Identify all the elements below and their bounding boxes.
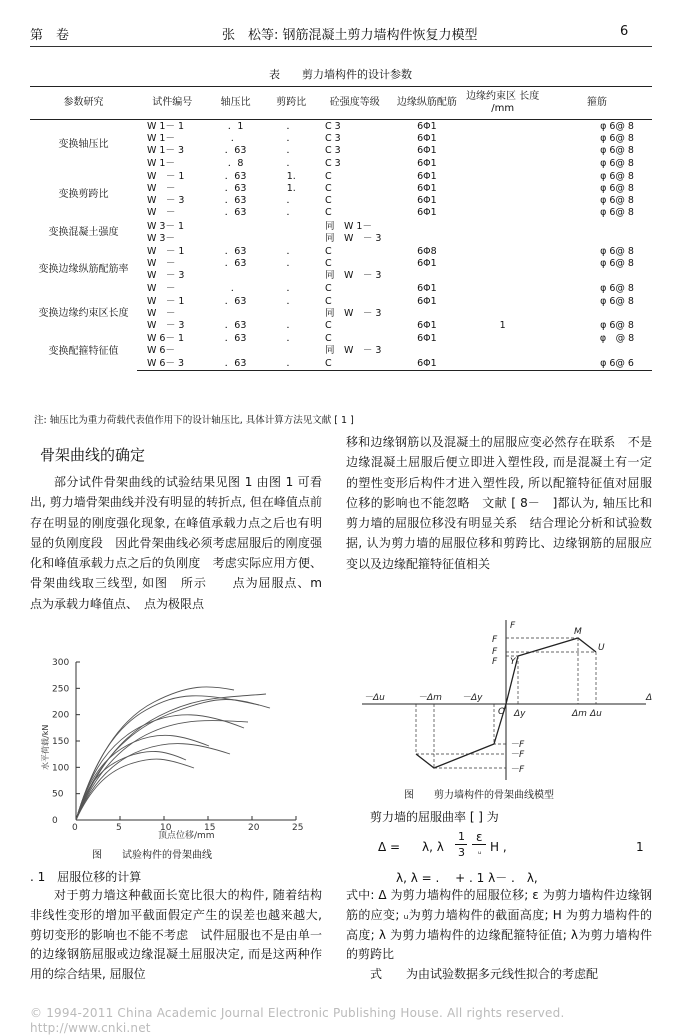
fig1-x-tick-label: 10 bbox=[160, 823, 172, 833]
table-cell: W － 1 bbox=[146, 245, 185, 257]
fig2-label-dy: Δy bbox=[514, 709, 526, 719]
table-cell: φ 6@ 8 bbox=[600, 170, 634, 182]
eq1-eps-sub: ᵤ bbox=[478, 847, 482, 856]
table-row bbox=[30, 120, 652, 134]
table-cell bbox=[390, 345, 463, 357]
eq1-epsilon: ε bbox=[476, 830, 483, 844]
table-cell bbox=[542, 270, 652, 282]
left-paragraph bbox=[30, 472, 335, 614]
fig2-negative-branch bbox=[416, 704, 506, 768]
table-cell: C bbox=[324, 295, 332, 307]
table-cell bbox=[390, 220, 463, 233]
table-cell: W － 1 bbox=[146, 295, 185, 307]
table-cell: 6Φ1 bbox=[417, 207, 437, 219]
table-cell: C 3 bbox=[324, 157, 341, 169]
table-cell: ． bbox=[286, 320, 297, 332]
table-cell: ． bbox=[230, 133, 241, 145]
table-cell bbox=[463, 120, 542, 134]
table-cell bbox=[264, 345, 319, 357]
table-cell: C bbox=[324, 170, 332, 182]
yield-curvature-intro: 剪力墙的屈服曲率 [ ] 为 bbox=[370, 810, 499, 824]
table-cell bbox=[463, 207, 542, 219]
table-cell: C bbox=[324, 320, 332, 332]
table-cell: ． bbox=[230, 282, 241, 294]
table-row bbox=[30, 295, 652, 308]
fig2-label-Fy: F bbox=[492, 657, 498, 667]
table-cell: φ 6@ 8 bbox=[600, 121, 634, 133]
table-cell bbox=[463, 170, 542, 183]
table-row bbox=[30, 332, 652, 345]
table-cell: φ 6@ 8 bbox=[600, 157, 634, 169]
eq1-frac-bar bbox=[455, 844, 467, 845]
fig2-label-M: M bbox=[574, 627, 582, 637]
table-cell: ． bbox=[286, 282, 297, 294]
fig1-y-tick-label: 200 bbox=[52, 710, 70, 721]
table-cell: ． bbox=[264, 358, 319, 371]
fig1-curve-1 bbox=[76, 687, 234, 820]
symbol-definitions-text: 式中: Δ 为剪力墙构件的屈服位移; ε 为剪力墙构件边缘钢筋的应变; ᵤ为剪力墙构件的截面高度; H 为剪力墙构件的高度; λ 为剪力墙构件的边缘配箍特征值; λ为剪力墙构件的剪跨比 bbox=[346, 888, 652, 962]
table-cell: ． bbox=[286, 133, 297, 145]
symbol-definitions bbox=[346, 886, 652, 985]
table-cell: W 3－ 1 bbox=[146, 220, 185, 232]
table-cell: 6Φ1 bbox=[417, 195, 437, 207]
table-cell bbox=[264, 308, 319, 320]
fig2-positive-branch bbox=[506, 638, 596, 704]
fig1-x-label: 顶点位移/mm bbox=[158, 831, 215, 841]
table-cell: W － bbox=[146, 258, 176, 270]
header-rule bbox=[30, 46, 652, 47]
table-cell: C bbox=[324, 207, 332, 219]
table-cell: 6Φ8 bbox=[417, 245, 437, 257]
group-label: 变换边缘约束区长度 bbox=[38, 307, 129, 319]
table-cell: φ 6@ 8 bbox=[600, 295, 634, 307]
table-cell bbox=[264, 220, 319, 233]
fig2-label-Y: Y bbox=[510, 657, 516, 667]
table-cell bbox=[463, 195, 542, 207]
table-cell: ．63 bbox=[224, 258, 247, 270]
table-cell bbox=[208, 233, 264, 245]
table-cell: C bbox=[324, 282, 332, 294]
table-cell: 6Φ1 bbox=[417, 258, 437, 270]
table-cell: ． bbox=[286, 245, 297, 257]
fig1-y-tick-label: 300 bbox=[52, 658, 70, 668]
table-cell bbox=[542, 308, 652, 320]
table-cell: φ 6@ 8 bbox=[600, 258, 634, 270]
right-paragraph-text: 移和边缘钢筋以及混凝土的屈服应变必然存在联系 不是边缘混凝土屈服后便立即进入塑性段, 而是混凝土有一定的塑性变形后构件才进入塑性段, 所以配箍特征值对屈服位移的影响也不能忽略 文献 [ 8－ ]都认为, 轴压比和剪力墙的屈服位移没有明显关系 结合理论分析和试验数据, 认为剪力墙的屈服位移和剪跨比、边缘钢筋的屈服应变以及边缘配箍特征值相关 bbox=[346, 435, 652, 571]
copyright-watermark: © 1994-2011 China Academic Journal Electronic Publishing House. All rights reserved. http://www.cnki.net bbox=[30, 1006, 589, 1035]
fig1-x-tick-label: 15 bbox=[204, 823, 216, 833]
fig1-x-tick-label: 0 bbox=[72, 823, 78, 833]
table-title: 表 剪力墙构件的设计参数 bbox=[269, 68, 412, 81]
table-cell: 同 W － 3 bbox=[324, 232, 382, 244]
table-cell: W － 3 bbox=[146, 195, 185, 207]
eq1-lhs: Δ = bbox=[378, 840, 401, 854]
table-cell: 6Φ1 bbox=[417, 157, 437, 169]
fig2-label-neg-Fy: －F bbox=[510, 740, 525, 750]
th-shear-span: 剪跨比 bbox=[264, 87, 319, 120]
table-cell: 6Φ1 bbox=[390, 358, 463, 371]
table-cell: ．1 bbox=[227, 121, 244, 133]
fig1-x-tick-label: 20 bbox=[248, 823, 260, 833]
th-axial: 轴压比 bbox=[208, 87, 264, 120]
table-cell: ．63 bbox=[224, 320, 247, 332]
figure-2-trilinear-model bbox=[350, 616, 656, 784]
table-cell bbox=[463, 282, 542, 294]
table-cell: W － bbox=[146, 207, 176, 219]
table-cell bbox=[542, 233, 652, 245]
table-cell bbox=[463, 220, 542, 233]
table-row bbox=[30, 245, 652, 258]
table-cell bbox=[463, 295, 542, 308]
table-cell: W － 1 bbox=[146, 170, 185, 182]
subsection-title: . 1 屈服位移的计算 bbox=[30, 870, 142, 884]
fig2-label-du: Δu bbox=[590, 709, 602, 719]
group-label: 变换配箍特征值 bbox=[48, 345, 119, 357]
table-cell: φ 6@ 8 bbox=[600, 245, 634, 257]
equation-1 bbox=[378, 830, 648, 866]
table-note: 注: 轴压比为重力荷载代表值作用下的设计轴压比, 具体计算方法见文献 [ 1 ] bbox=[34, 415, 354, 426]
left-paragraph-text: 部分试件骨架曲线的试验结果见图 1 由图 1 可看出, 剪力墙骨架曲线并没有明显的转折点, 但在峰值点前存在明显的刚度强化现象, 在峰值承载力点之后也有明显的负刚度段 因此骨架曲线必须考虑屈服后的刚度强化和峰值承载力点之后的负刚度 考虑实际应用方便、骨架曲线取三线型, 如图 所示 点为屈服点、m 点为承载力峰值点、 点为极限点 bbox=[30, 475, 335, 611]
design-parameter-table bbox=[30, 86, 652, 371]
journal-volume: 第 卷 bbox=[30, 28, 70, 43]
table-cell: C bbox=[324, 258, 332, 270]
table-cell: 同 W 1－ bbox=[324, 220, 372, 232]
fig1-curve-9 bbox=[76, 700, 270, 821]
table-cell bbox=[463, 270, 542, 282]
table-cell: ． bbox=[286, 207, 297, 219]
table-cell: φ 6@ 8 bbox=[600, 320, 634, 332]
group-label: 变换边缘纵筋配筋率 bbox=[38, 264, 129, 276]
table-header-row bbox=[30, 87, 652, 120]
table-cell: W － bbox=[146, 282, 176, 294]
table-cell bbox=[208, 308, 264, 320]
table-cell bbox=[208, 220, 264, 233]
eq1-frac-den: 3 bbox=[458, 846, 465, 859]
table-cell: ．63 bbox=[208, 358, 264, 371]
page-number: 6 bbox=[620, 24, 629, 39]
fig1-y-tick-label: 150 bbox=[52, 737, 70, 747]
right-paragraph bbox=[346, 432, 652, 574]
table-cell: φ @ 8 bbox=[599, 333, 635, 345]
fig2-label-dm: Δm bbox=[572, 709, 587, 719]
fig1-y-tick-label: 250 bbox=[52, 684, 70, 695]
last-line-text: 式 为由试验数据多元线性拟合的考虑配 bbox=[370, 967, 599, 982]
table-cell bbox=[542, 345, 652, 357]
figure-1-skeleton-curves bbox=[34, 650, 320, 846]
fig1-y-tick-label: 0 bbox=[52, 816, 58, 826]
table-cell: ． bbox=[286, 121, 297, 133]
table-cell: C bbox=[324, 183, 332, 195]
table-cell bbox=[208, 345, 264, 357]
table-cell: W 6－ 1 bbox=[146, 333, 185, 345]
table-cell bbox=[463, 233, 542, 245]
table-cell: ．63 bbox=[224, 207, 247, 219]
table-cell: ． bbox=[286, 157, 297, 169]
table-cell: 6Φ1 bbox=[417, 333, 437, 345]
fig2-label-neg-dy: －Δy bbox=[462, 693, 483, 703]
table-cell bbox=[264, 233, 319, 245]
th-study: 参数研究 bbox=[30, 87, 137, 120]
table-cell bbox=[390, 270, 463, 282]
fig1-curve-bundle bbox=[76, 687, 270, 820]
th-concrete: 砼强度等级 bbox=[319, 87, 390, 120]
table-cell: 6Φ1 bbox=[417, 282, 437, 294]
table-cell bbox=[463, 258, 542, 270]
table-cell: ．63 bbox=[224, 295, 247, 307]
table-cell: ．63 bbox=[224, 170, 247, 182]
table-cell: ． bbox=[286, 258, 297, 270]
th-stirrup: 箍筋 bbox=[542, 87, 652, 120]
fig2-label-O: O bbox=[498, 707, 506, 717]
table-cell: W 6－ 3 bbox=[137, 358, 208, 371]
table-cell: ．63 bbox=[224, 333, 247, 345]
table-cell: ．8 bbox=[227, 157, 244, 169]
table-cell bbox=[463, 158, 542, 170]
table-cell: 1. bbox=[286, 170, 296, 182]
fig2-label-neg-Fu: －F bbox=[510, 750, 525, 760]
eq1-frac-num: 1 bbox=[458, 830, 465, 843]
table-cell: C bbox=[324, 195, 332, 207]
table-cell: 6Φ1 bbox=[417, 170, 437, 182]
table-cell bbox=[208, 270, 264, 282]
table-cell: W － 3 bbox=[146, 320, 185, 332]
table-cell: C bbox=[324, 245, 332, 257]
th-long-bar: 边缘纵筋配筋 bbox=[390, 87, 463, 120]
table-cell: W 6－ bbox=[146, 345, 175, 357]
table-cell: C 3 bbox=[324, 121, 341, 133]
fig2-label-neg-Fm: －F bbox=[510, 765, 525, 775]
table-cell: W － bbox=[146, 183, 176, 195]
table-cell bbox=[390, 233, 463, 245]
fig1-y-label: 水平荷载/kN bbox=[41, 724, 50, 770]
section-title: 骨架曲线的确定 bbox=[40, 446, 146, 464]
fig1-x-tick-label: 25 bbox=[292, 823, 304, 833]
eq1-number: 1 bbox=[636, 840, 644, 854]
table-cell: W － 3 bbox=[146, 270, 185, 282]
th-specimen: 试件编号 bbox=[137, 87, 208, 120]
fig1-curve-8 bbox=[76, 751, 186, 820]
table-cell: 同 W － 3 bbox=[324, 270, 382, 282]
fig2-label-neg-du: －Δu bbox=[364, 693, 385, 703]
table-row bbox=[30, 220, 652, 233]
table-cell bbox=[463, 183, 542, 195]
fig2-label-U: U bbox=[598, 643, 605, 653]
table-cell: φ 6@ 8 bbox=[600, 195, 634, 207]
table-cell: ． bbox=[286, 333, 297, 345]
table-cell: 6Φ1 bbox=[417, 121, 437, 133]
figure-1-caption: 图 试验构件的骨架曲线 bbox=[92, 850, 212, 861]
table-cell: W 3－ bbox=[146, 232, 175, 244]
running-header bbox=[0, 24, 681, 46]
table-cell: 6Φ1 bbox=[417, 183, 437, 195]
fig2-label-delta: Δ bbox=[646, 693, 653, 703]
table-cell bbox=[463, 358, 542, 371]
table-cell: 同 W － 3 bbox=[324, 345, 382, 357]
group-label: 变换剪跨比 bbox=[58, 189, 109, 201]
group-label: 变换混凝土强度 bbox=[48, 226, 119, 238]
table-cell bbox=[463, 133, 542, 145]
table-cell: 6Φ1 bbox=[417, 133, 437, 145]
fig2-label-Fm: F bbox=[492, 635, 498, 645]
table-cell: ． bbox=[286, 295, 297, 307]
table-cell: φ 6@ 8 bbox=[600, 145, 634, 157]
fig1-curve-10 bbox=[76, 759, 194, 820]
table-cell: W 1－ bbox=[146, 133, 175, 145]
table-cell: φ 6@ 6 bbox=[542, 358, 652, 371]
fig1-y-tick-label: 50 bbox=[52, 789, 64, 800]
table-cell bbox=[463, 145, 542, 157]
eq1-tail: H , bbox=[490, 840, 507, 854]
table-cell: W 1－ 1 bbox=[146, 121, 185, 133]
fig1-y-tick-label: 100 bbox=[52, 763, 70, 774]
table-cell: 6Φ1 bbox=[417, 320, 437, 332]
eq1-lambda: λ, λ bbox=[422, 840, 444, 854]
table-row bbox=[30, 170, 652, 183]
table-cell: W － bbox=[146, 307, 176, 319]
group-label: 变换轴压比 bbox=[58, 139, 109, 151]
table-cell: C bbox=[319, 358, 390, 371]
fig2-label-Fu: F bbox=[492, 647, 498, 657]
table-cell: 6Φ1 bbox=[417, 295, 437, 307]
table-cell: ． bbox=[286, 195, 297, 207]
fig2-label-F: F bbox=[510, 621, 516, 631]
table-cell: W 1－ bbox=[146, 157, 175, 169]
table-cell: C 3 bbox=[324, 133, 341, 145]
table-cell bbox=[542, 220, 652, 233]
subsection-paragraph-text: 对于剪力墙这种截面长宽比很大的构件, 随着结构非线性变形的增加平截面假定产生的误差也越来越大, 剪切变形的影响也不能不考虑 试件屈服也不是由单一的边缘钢筋屈服或边缘混凝土屈服决定, 而是这两种作用的综合结果, 屈服位 bbox=[30, 888, 322, 982]
table-cell bbox=[463, 308, 542, 320]
table-cell bbox=[463, 332, 542, 345]
table-cell: φ 6@ 8 bbox=[600, 282, 634, 294]
subsection-paragraph bbox=[30, 886, 322, 985]
table-cell bbox=[463, 345, 542, 357]
table-cell: ． bbox=[286, 145, 297, 157]
th-boundary-length: 边缘约束区 长度 /mm bbox=[463, 87, 542, 120]
table-cell: ．63 bbox=[224, 145, 247, 157]
table-cell: ．63 bbox=[224, 195, 247, 207]
table-cell: ．63 bbox=[224, 183, 247, 195]
fig2-label-neg-dm: －Δm bbox=[418, 693, 442, 703]
equation-2: λ, λ = . + . 1 λ－ . λ, bbox=[396, 871, 538, 885]
article-running-title: 张 松等: 钢筋混凝土剪力墙构件恢复力模型 bbox=[222, 28, 478, 43]
table-cell bbox=[463, 245, 542, 258]
fig1-x-tick-label: 5 bbox=[116, 823, 122, 833]
table-cell: W 1－ 3 bbox=[146, 145, 185, 157]
table-cell: 6Φ1 bbox=[417, 145, 437, 157]
table-cell: C bbox=[324, 333, 332, 345]
eq1-eps-bar bbox=[472, 844, 486, 845]
table-cell: 1 bbox=[499, 320, 506, 332]
table-cell: 1. bbox=[286, 183, 296, 195]
table-cell: C 3 bbox=[324, 145, 341, 157]
table-cell: φ 6@ 8 bbox=[600, 133, 634, 145]
table-cell bbox=[390, 308, 463, 320]
table-cell: 同 W － 3 bbox=[324, 307, 382, 319]
table-cell: φ 6@ 8 bbox=[600, 207, 634, 219]
table-cell: φ 6@ 8 bbox=[600, 183, 634, 195]
fig1-curve-7 bbox=[76, 744, 230, 820]
figure-2-caption: 图 剪力墙构件的骨架曲线模型 bbox=[404, 790, 554, 801]
table-cell bbox=[264, 270, 319, 282]
table-cell: ．63 bbox=[224, 245, 247, 257]
